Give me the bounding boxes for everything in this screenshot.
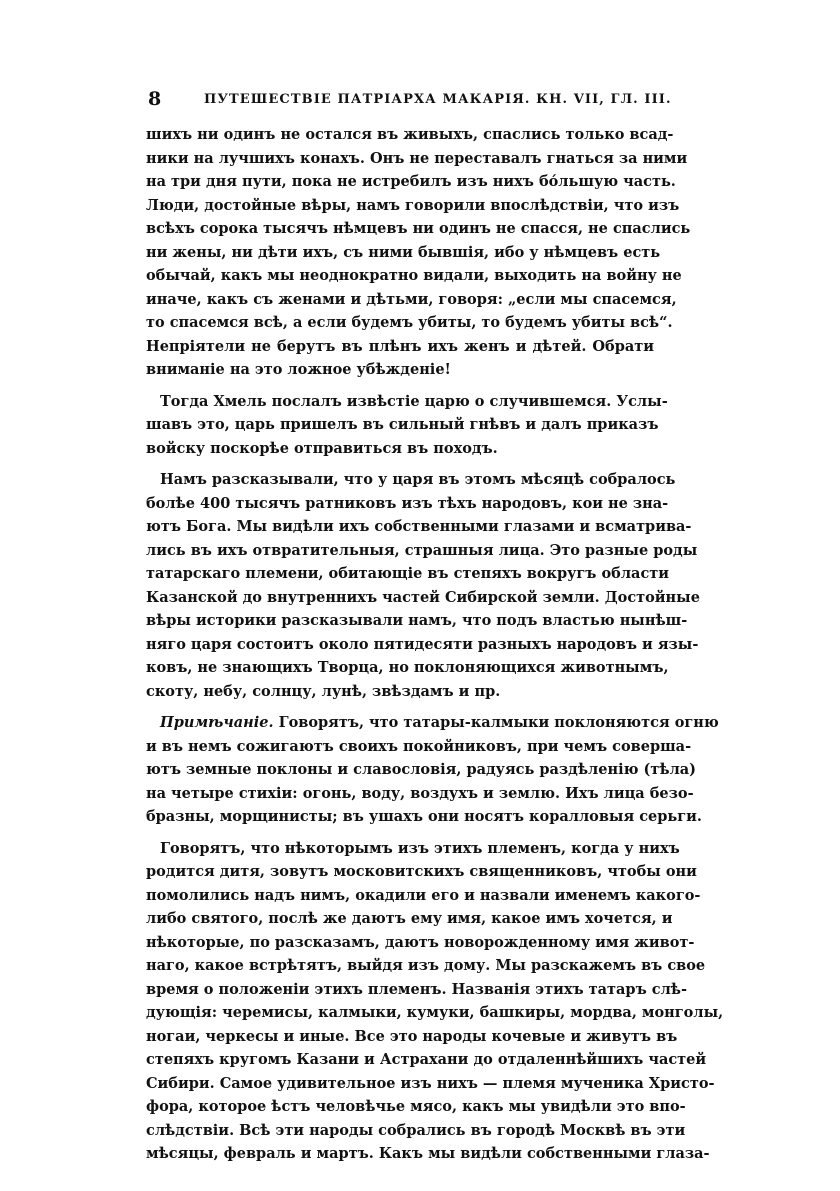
text-line: болѣе 400 тысячъ ратниковъ изъ тѣхъ народовъ, кои не зна-	[146, 494, 669, 512]
text-line: на три дня пути, пока не истребилъ изъ нихъ бо́льшую часть.	[146, 173, 676, 190]
text-line: на четыре стихіи: огонь, воду, воздухъ и землю. Ихъ лица безо-	[146, 784, 694, 802]
page-header	[148, 88, 672, 112]
text-line: обычай, какъ мы неоднократно видали, выходить на войну не	[146, 267, 682, 284]
text-line: дующія: черемисы, калмыки, кумуки, башкиры, мордва, монголы,	[146, 1004, 724, 1021]
text-line: скоту, небу, солнцу, лунѣ, звѣздамъ и пр.	[146, 682, 501, 700]
body-text	[146, 123, 724, 1166]
text-line: фора, которое ѣстъ человѣчье мясо, какъ мы увидѣли это впо-	[146, 1098, 686, 1115]
text-line: ногаи, черкесы и иные. Все это народы кочевые и живутъ въ	[146, 1027, 678, 1045]
note-text: Говорятъ, что татары-калмыки поклоняются огню	[273, 714, 719, 731]
text-line: няго царя состоитъ около пятидесяти разныхъ народовъ и язы-	[146, 635, 699, 653]
text-line: наго, какое встрѣтятъ, выйдя изъ дому. Мы разскажемъ въ свое	[146, 957, 706, 974]
text-line: Намъ разсказывали, что у царя въ этомъ мѣсяцѣ собралось	[160, 471, 676, 488]
paragraph-5	[146, 837, 724, 1166]
running-title: ПУТЕШЕСТВІЕ ПАТРІАРХА МАКАРІЯ. КН. VII, ГЛ. III.	[204, 92, 672, 107]
text-line: ники на лучшихъ конахъ. Онъ не переставалъ гнаться за ними	[146, 149, 688, 167]
text-line: Сибири. Самое удивительное изъ нихъ — племя мученика Христо-	[146, 1074, 715, 1092]
text-line: мѣсяцы, февраль и мартъ. Какъ мы видѣли собственными глаза-	[146, 1145, 710, 1162]
text-line: лись въ ихъ отвратительныя, страшныя лица. Это разные роды	[146, 541, 698, 559]
paragraph-3	[146, 468, 700, 703]
text-line: нѣкоторые, по разсказамъ, даютъ новорожденному имя живот-	[146, 933, 695, 951]
text-line: помолились надъ нимъ, окадили его и назвали именемъ какого-	[146, 886, 701, 904]
text-line: Казанской до внутреннихъ частей Сибирской земли. Достойные	[146, 588, 700, 606]
text-line	[146, 711, 719, 735]
text-line: ютъ земные поклоны и славословія, радуясь раздѣленію (тѣла)	[146, 761, 697, 778]
paragraph-1	[146, 123, 691, 382]
text-line: и въ немъ сожигаютъ своихъ покойниковъ, при чемъ соверша-	[146, 737, 692, 755]
text-line: Говорятъ, что нѣкоторымъ изъ этихъ племенъ, когда у нихъ	[160, 839, 680, 857]
text-line: родится дитя, зовутъ московитскихъ священниковъ, чтобы они	[146, 863, 697, 880]
text-line: шихъ ни одинъ не остался въ живыхъ, спаслись только всад-	[146, 126, 674, 143]
text-line: степяхъ кругомъ Казани и Астрахани до отдаленнѣйшихъ частей	[146, 1051, 707, 1068]
text-line: войску поскорѣе отправиться въ походъ.	[146, 439, 498, 457]
note-paragraph	[146, 711, 719, 829]
text-line: то спасемся всѣ, а если будемъ убиты, то будемъ убиты всѣ“.	[146, 314, 673, 331]
text-line: Люди, достойные вѣры, намъ говорили впослѣдствіи, что изъ	[146, 196, 680, 214]
text-line: слѣдствіи. Всѣ эти народы собрались въ городѣ Москвѣ въ эти	[146, 1121, 686, 1139]
text-line: время о положеніи этихъ племенъ. Названія этихъ татаръ слѣ-	[146, 980, 688, 998]
text-line: бразны, морщинисты; въ ушахъ они носятъ коралловыя серьги.	[146, 808, 702, 825]
text-line: ютъ Бога. Мы видѣли ихъ собственными глазами и всматрива-	[146, 518, 692, 535]
text-line: татарскаго племени, обитающіе въ степяхъ вокругъ области	[146, 565, 670, 582]
text-line: Непріятели не берутъ въ плѣнъ ихъ женъ и дѣтей. Обрати	[146, 337, 654, 355]
page-number: 8	[148, 88, 162, 110]
text-line: иначе, какъ съ женами и дѣтьми, говоря: „если мы спасемся,	[146, 290, 677, 308]
text-line: ни жены, ни дѣти ихъ, съ ними бывшія, ибо у нѣмцевъ есть	[146, 243, 661, 261]
text-line: ковъ, не знающихъ Творца, но поклоняющихся животнымъ,	[146, 659, 669, 676]
text-line: всѣхъ сорока тысячъ нѣмцевъ ни одинъ не спасся, не спаслись	[146, 220, 691, 237]
note-label: Примѣчаніе.	[160, 714, 274, 731]
text-line: Тогда Хмель послалъ извѣстіе царю о случившемся. Услы-	[160, 392, 668, 410]
text-line: вѣры историки разсказывали намъ, что подъ властью нынѣш-	[146, 612, 688, 629]
text-line: либо святого, послѣ же даютъ ему имя, какое имъ хочется, и	[146, 910, 673, 927]
text-line: шавъ это, царь пришелъ въ сильный гнѣвъ и далъ приказъ	[146, 416, 659, 433]
paragraph-2	[146, 390, 668, 461]
text-line: вниманіе на это ложное убѣжденіе!	[146, 361, 451, 378]
